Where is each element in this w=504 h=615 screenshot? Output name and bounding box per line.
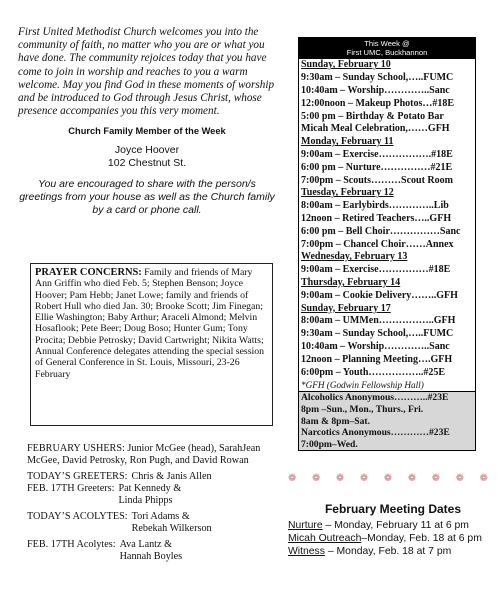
welcome-text: First United Methodist Church welcomes you into the community of faith, no matter who you are or what you have done. The community rejoices today that you have come to join in worship and reaches to you a warm welcome. May you find God in these moments of worship and be introduced to God through Jesus Christ, whose presence accompanies you this very moment.	[18, 26, 275, 118]
meeting-name: Witness	[288, 546, 325, 558]
feb17-greeter-1: Pat Kennedy &	[118, 483, 182, 494]
prayer-concerns-box	[30, 263, 273, 426]
feb17-acolytes-names	[120, 539, 183, 563]
meeting-line: 7:00pm–Wed.	[301, 438, 358, 450]
schedule-event: 12noon – Planning Meeting….GFH	[301, 353, 453, 365]
schedule-event: 7:00pm – Chancel Choir……Annex	[301, 238, 454, 250]
today-greeters-label: TODAY’S GREETERS:	[27, 471, 128, 482]
flower-dot-icon: ❁	[288, 473, 297, 484]
feb17-greeter-2: Linda Phipps	[118, 495, 173, 506]
ushers-greeters-acolytes	[27, 443, 287, 563]
recovery-meetings	[299, 392, 475, 450]
schedule-event: 5:00 pm – Birthday & Potato Bar	[301, 110, 444, 122]
today-acolytes	[27, 511, 287, 535]
schedule-body	[299, 59, 475, 379]
meeting-date-item	[288, 519, 502, 532]
flower-dot-icon: ❁	[335, 473, 345, 484]
schedule-event: 12:00noon – Makeup Photos…#18E	[301, 97, 455, 109]
meeting-line: 8pm –Sun., Mon., Thurs., Fri.	[301, 403, 424, 415]
schedule-header	[299, 38, 475, 59]
schedule-event: 9:30am – Sunday School,…..FUMC	[301, 72, 454, 84]
meeting-when: – Monday, Feb. 18 at 7 pm	[324, 546, 452, 558]
feb17-acolyte-1: Ava Lantz &	[119, 539, 173, 550]
flower-dot-icon: ❁	[431, 473, 441, 484]
prayer-text: Family and friends of Mary Ann Griffin who died Feb. 5; Stephen Benson; Joyce Hoover; Pam Hebb; Janet Lowe; family and friends of Robert Hull who died Jan. 30; Brooke Scott; Jim Finegan; Ellie Washington; Baby Arthur; Araceli Almond; Melvin Hosaflook; Pete Beer; Doug Boso; Hunter Gum; Tony Procita; Debbie Petrosky; David Cartwright; Nikita Watts; Annual Conference delegates attending the special session of General Conference in St. Louis, Missouri, 23-26 February	[35, 267, 265, 380]
flower-dot-icon: ❁	[479, 473, 488, 484]
schedule-event: 10:40am – Worship…………..Sanc	[301, 340, 450, 352]
schedule-event: Micah Meal Celebration,……GFH	[301, 123, 450, 135]
this-week-schedule	[298, 37, 476, 451]
schedule-header-line1: This Week @	[364, 39, 410, 48]
feb17-acolytes	[27, 539, 287, 563]
left-column	[18, 26, 276, 217]
feb17-acolyte-2: Hannah Boyles	[119, 551, 183, 562]
flower-dot-icon: ❁	[311, 473, 321, 484]
meeting-dates-list	[288, 519, 502, 559]
feb-ushers-label: FEBRUARY USHERS:	[27, 443, 125, 454]
meeting-name: Nurture	[288, 520, 323, 531]
meeting-line: 8am & 8pm–Sat.	[301, 415, 371, 427]
schedule-event: 9:00am – Exercise…………….#18E	[301, 148, 453, 160]
feb17-acolytes-label: FEB. 17TH Acolytes:	[27, 539, 116, 550]
family-member-title: Church Family Member of the Week	[68, 126, 226, 137]
schedule-day: Sunday, February 17	[301, 302, 391, 314]
feb17-greeters-names	[118, 483, 181, 507]
schedule-day: Thursday, February 14	[301, 276, 401, 288]
today-acolyte-1: Tori Adams &	[131, 511, 190, 522]
meeting-dates-title: February Meeting Dates	[324, 502, 462, 516]
feb17-greeters	[27, 483, 287, 507]
feb-ushers-names: Junior McGee (head), SarahJean McGee, David Petrosky, Ron Pugh, and David Rowan	[27, 443, 261, 466]
schedule-event: 9:00am – Cookie Delivery……..GFH	[301, 289, 458, 301]
prayer-heading: PRAYER CONCERNS:	[35, 267, 142, 278]
meeting-when: –Monday, Feb. 18 at 6 pm	[361, 533, 482, 545]
flower-dot-icon: ❁	[383, 473, 393, 484]
today-acolyte-2: Rebekah Wilkerson	[131, 523, 212, 534]
today-greeters-names: Chris & Janis Allen	[131, 471, 212, 482]
today-greeters	[27, 471, 287, 483]
schedule-day: Sunday, February 10	[301, 59, 391, 71]
meeting-date-item	[288, 532, 502, 545]
meeting-line: Alcoholics Anonymous………..#23E	[301, 392, 449, 404]
schedule-header-line2: First UMC, Buckhannon	[346, 48, 428, 58]
schedule-event: 6:00 pm – Bell Choir……………Sanc	[301, 225, 461, 237]
schedule-event: 6:00 pm – Nurture……………#21E	[301, 161, 453, 173]
flower-dot-icon: ❁	[407, 473, 417, 484]
schedule-day: Wednesday, February 13	[301, 251, 408, 263]
today-acolytes-label: TODAY’S ACOLYTES:	[27, 511, 128, 522]
schedule-event: 12noon – Retired Teachers…..GFH	[301, 212, 452, 224]
gfh-note: *GFH (Godwin Fellowship Hall)	[299, 379, 475, 392]
february-ushers	[27, 443, 287, 467]
meeting-name: Micah Outreach	[288, 533, 362, 545]
meeting-line: Narcotics Anonymous…………#23E	[301, 427, 450, 439]
flower-dot-icon: ❁	[359, 473, 369, 484]
feb17-greeters-label: FEB. 17TH Greeters:	[27, 483, 115, 494]
today-acolytes-names	[132, 511, 212, 535]
family-member-address: 102 Chestnut St.	[107, 157, 187, 170]
decorative-divider	[288, 473, 488, 484]
schedule-event: 10:40am – Worship…………..Sanc	[301, 85, 450, 96]
schedule-event: 9:00am – Exercise……………#18E	[301, 264, 451, 276]
meeting-date-item	[288, 545, 502, 558]
meeting-when: – Monday, February 11 at 6 pm	[322, 520, 469, 531]
family-member-name: Joyce Hoover	[114, 144, 180, 157]
schedule-event: 8:00am – UMMen……………..GFH	[301, 315, 456, 327]
schedule-day: Tuesday, February 12	[301, 187, 394, 199]
schedule-event: 9:30am – Sunday School,…..FUMC	[301, 328, 454, 340]
schedule-day: Monday, February 11	[301, 136, 394, 148]
schedule-event: 7:00pm – Scouts………Scout Room	[301, 174, 453, 186]
share-greeting-text: You are encouraged to share with the person/s greetings from your house as well as the Church family by a card or phone call.	[19, 178, 275, 217]
schedule-event: 8:00am – Earlybirds…………..Lib	[301, 200, 449, 212]
flower-dot-icon: ❁	[455, 473, 464, 484]
schedule-event: 6:00pm – Youth……………..#25E	[301, 366, 446, 378]
